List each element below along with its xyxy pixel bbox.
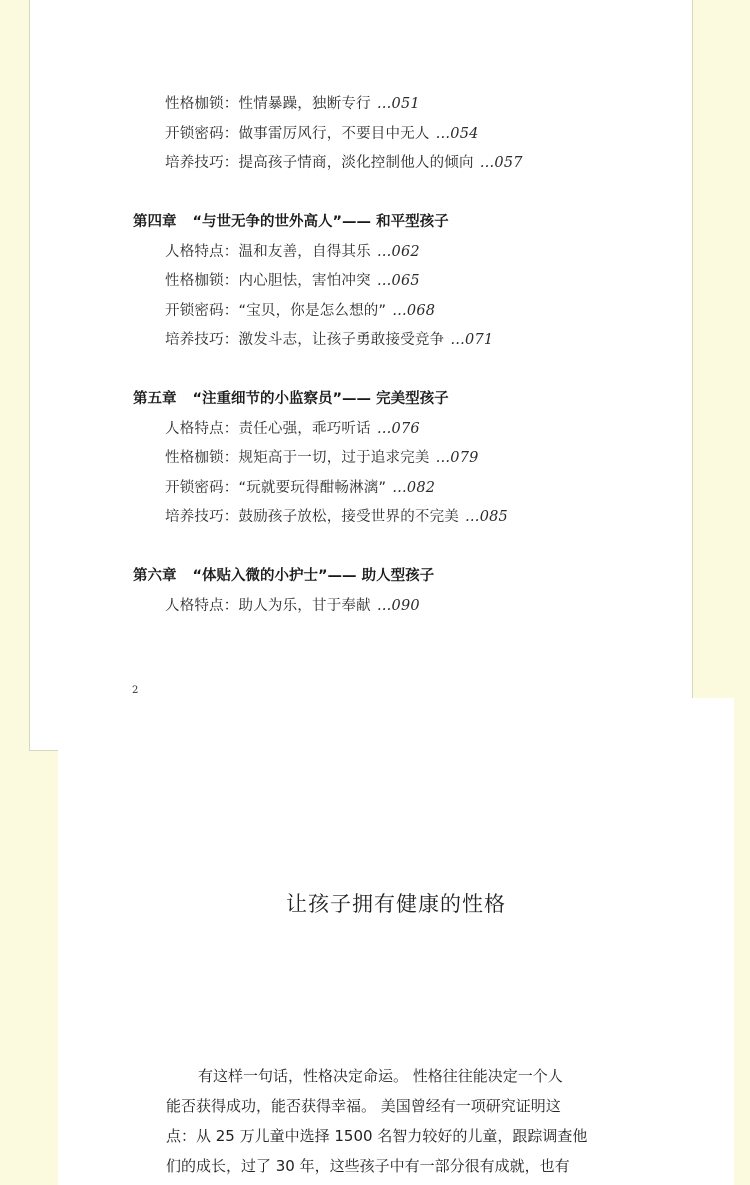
toc-entry-page: …054	[435, 126, 479, 142]
toc-entry-page: …079	[435, 450, 479, 466]
toc-entry-page: …082	[392, 480, 436, 496]
paragraph-line: 能否获得成功，能否获得幸福。 美国曾经有一项研究证明这	[166, 1097, 561, 1115]
toc-entry-label: 性格枷锁：性情暴躁，独断专行	[165, 96, 371, 112]
toc-entry	[165, 476, 435, 497]
toc-entry-page: …062	[376, 244, 420, 260]
page-number: 2	[132, 685, 139, 696]
paragraph-line: 点：从 25 万儿童中选择 1500 名智力较好的儿童，跟踪调查他	[166, 1127, 588, 1145]
toc-entry-page: …051	[376, 96, 420, 112]
toc-entry	[165, 417, 420, 438]
toc-entry	[165, 328, 493, 349]
left-page	[29, 0, 693, 751]
toc-entry	[165, 594, 420, 615]
toc-entry	[165, 505, 508, 526]
toc-entry	[165, 240, 420, 261]
toc-entry	[165, 151, 523, 172]
toc-entry-page: …071	[450, 332, 494, 348]
paragraph-line: 有这样一句话，性格决定命运。 性格往往能决定一个人	[198, 1067, 563, 1085]
toc-entry-page: …076	[376, 421, 420, 437]
chapter-number: 第六章	[133, 568, 177, 584]
toc-entry-label: 开锁密码：“宝贝，你是怎么想的”	[165, 303, 387, 319]
toc-entry-label: 开锁密码：“玩就要玩得酣畅淋漓”	[165, 480, 387, 496]
toc-entry-label: 开锁密码：做事雷厉风行，不要目中无人	[165, 126, 430, 142]
toc-entry	[165, 299, 435, 320]
chapter-title: “注重细节的小监察员”—— 完美型孩子	[192, 391, 449, 407]
toc-entry-label: 人格特点：温和友善，自得其乐	[165, 244, 371, 260]
toc-entry-label: 性格枷锁：规矩高于一切，过于追求完美	[165, 450, 430, 466]
chapter-heading	[133, 210, 449, 231]
right-page	[58, 698, 734, 1185]
toc-entry-page: …068	[392, 303, 436, 319]
toc-entry-label: 人格特点：助人为乐，甘于奉献	[165, 598, 371, 614]
toc-entry-page: …057	[479, 155, 523, 171]
toc-entry-label: 人格特点：责任心强，乖巧听话	[165, 421, 371, 437]
toc-entry-label: 培养技巧：鼓励孩子放松，接受世界的不完美	[165, 509, 459, 525]
toc-entry-label: 培养技巧：提高孩子情商，淡化控制他人的倾向	[165, 155, 474, 171]
chapter-number: 第四章	[133, 214, 177, 230]
page-title: 让孩子拥有健康的性格	[286, 892, 506, 916]
chapter-title: “与世无争的世外高人”—— 和平型孩子	[192, 214, 449, 230]
toc-entry	[165, 92, 420, 113]
toc-entry-page: …090	[376, 598, 420, 614]
chapter-heading	[133, 564, 434, 585]
paragraph-line: 们的成长，过了 30 年，这些孩子中有一部分很有成就，也有	[166, 1157, 570, 1175]
toc-entry	[165, 446, 479, 467]
chapter-heading	[133, 387, 449, 408]
toc-entry-page: …085	[465, 509, 508, 525]
toc-entry	[165, 122, 479, 143]
toc-entry-label: 培养技巧：激发斗志，让孩子勇敢接受竞争	[165, 332, 445, 348]
toc-entry	[165, 269, 420, 290]
toc-entry-page: …065	[376, 273, 420, 289]
chapter-number: 第五章	[133, 391, 177, 407]
chapter-title: “体贴入微的小护士”—— 助人型孩子	[192, 568, 435, 584]
toc-entry-label: 性格枷锁：内心胆怯，害怕冲突	[165, 273, 371, 289]
